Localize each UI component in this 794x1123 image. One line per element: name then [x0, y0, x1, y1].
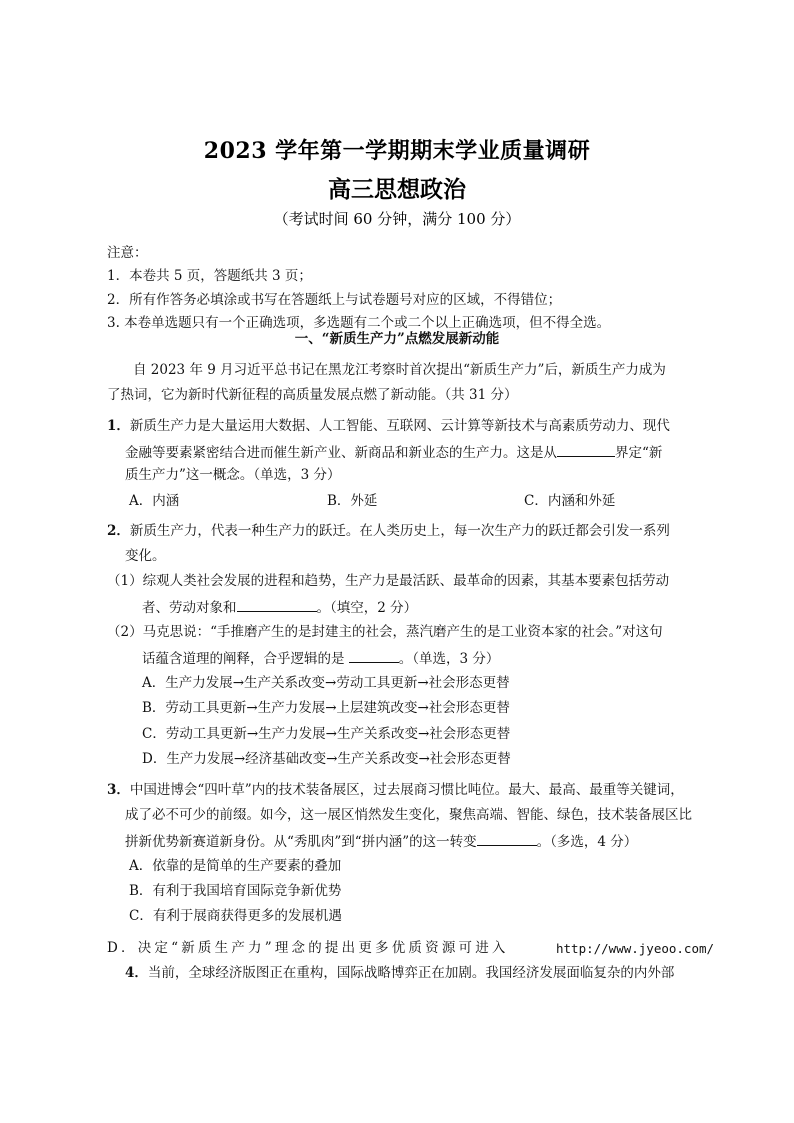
- option-d: D．决定“新质生产力”理念的提出更多优质资源可进入: [107, 940, 509, 956]
- option-a: A．依靠的是简单的生产要素的叠加: [129, 858, 342, 874]
- question-text: 新质生产力，代表一种生产力的跃迁。在人类历史上，每一次生产力的跃迁都会引发一系列: [129, 523, 670, 539]
- question-text: 。（多选，4 分）: [536, 834, 638, 850]
- answer-blank[interactable]: [349, 648, 399, 663]
- question-text: 界定“新: [615, 445, 663, 461]
- note-item: 2．所有作答务必填涂或书写在答题纸上与试卷题号对应的区域，不得错位；: [107, 292, 562, 308]
- option-a: A．内涵: [129, 493, 180, 509]
- question-number: 4．: [125, 965, 148, 981]
- question-text: 成了必不可少的前缀。如今，这一展区悄然发生变化，聚焦高端、智能、绿色，技术装备展区比: [125, 807, 692, 823]
- question-number: 3．: [107, 782, 130, 798]
- option-c: C．有利于展商获得更多的发展机遇: [129, 908, 342, 924]
- option-b: B．有利于我国培育国际竞争新优势: [129, 883, 342, 899]
- section-intro: 了热词，它为新时代新征程的高质量发展点燃了新动能。（共 31 分）: [107, 387, 518, 403]
- option-c: C．内涵和外延: [524, 493, 616, 509]
- section-heading: 一、“新质生产力”点燃发展新动能: [294, 331, 500, 347]
- sub-question-1-line2: [142, 597, 417, 617]
- section-intro: 自 2023 年 9 月习近平总书记在黑龙江考察时首次提出“新质生产力”后，新质生产力成为: [133, 362, 666, 378]
- answer-blank[interactable]: [237, 597, 317, 612]
- question-text: 金融等要素紧密结合进而催生新产业、新商品和新业态的生产力。这是从: [125, 445, 557, 461]
- question-text: 质生产力”这一概念。（单选，3 分）: [125, 467, 341, 483]
- watermark-link[interactable]: http://www.jyeoo.com/: [556, 941, 715, 956]
- question-text: 中国进博会“四叶草”内的技术装备展区，过去展商习惯比吨位。最大、最高、最重等关键词，: [129, 782, 684, 798]
- option-a: A．生产力发展→生产关系改变→劳动工具更新→社会形态更替: [142, 675, 510, 691]
- question-1: [107, 417, 670, 435]
- question-text: 者、劳动对象和: [142, 600, 237, 616]
- notes-label: 注意：: [107, 245, 148, 261]
- exam-info: （考试时间 60 分钟，满分 100 分）: [273, 210, 521, 228]
- question-text: 。（单选，3 分）: [398, 651, 500, 667]
- question-text: 话蕴含道理的阐释，合乎逻辑的是: [142, 651, 345, 667]
- sub-question-2: （2）马克思说：“手推磨产生的是封建主的社会，蒸汽磨产生的是工业资本家的社会。”对这句: [107, 624, 663, 640]
- question-number: 1．: [107, 418, 130, 434]
- question-text: 。（填空，2 分）: [316, 600, 418, 616]
- answer-blank[interactable]: [557, 442, 615, 457]
- option-c: C．劳动工具更新→生产力发展→生产关系改变→社会形态更替: [142, 726, 511, 742]
- note-item: 1．本卷共 5 页，答题纸共 3 页；: [107, 268, 312, 284]
- exam-title: 2023 学年第一学期期末学业质量调研: [203, 138, 591, 164]
- sub-question-1: （1）综观人类社会发展的进程和趋势，生产力是最活跃、最革命的因素，其基本要素包括劳动: [107, 573, 670, 589]
- option-b: B．外延: [327, 493, 378, 509]
- question-text: 拼新优势新赛道新身份。从“秀肌肉”到“拼内涵”的这一转变: [125, 834, 477, 850]
- question-text: 当前，全球经济版图正在重构，国际战略博弈正在加剧。我国经济发展面临复杂的内外部: [147, 965, 675, 981]
- answer-blank[interactable]: [477, 831, 537, 846]
- question-2: [107, 522, 670, 540]
- note-item: 3. 本卷单选题只有一个正确选项，多选题有二个或二个以上正确选项，但不得全选。: [107, 315, 611, 331]
- sub-question-2-line2: [142, 648, 499, 668]
- question-text: 变化。: [125, 548, 166, 564]
- question-4: [125, 964, 674, 982]
- question-3-line3: [125, 831, 637, 851]
- question-number: 2．: [107, 523, 130, 539]
- question-text: 新质生产力是大量运用大数据、人工智能、互联网、云计算等新技术与高素质劳动力、现代: [129, 418, 670, 434]
- exam-subject: 高三思想政治: [328, 176, 466, 203]
- question-1-line2: [125, 442, 662, 462]
- question-3: [107, 781, 684, 799]
- option-d: D．生产力发展→经济基础改变→生产关系改变→社会形态更替: [142, 751, 511, 767]
- option-b: B．劳动工具更新→生产力发展→上层建筑改变→社会形态更替: [142, 700, 510, 716]
